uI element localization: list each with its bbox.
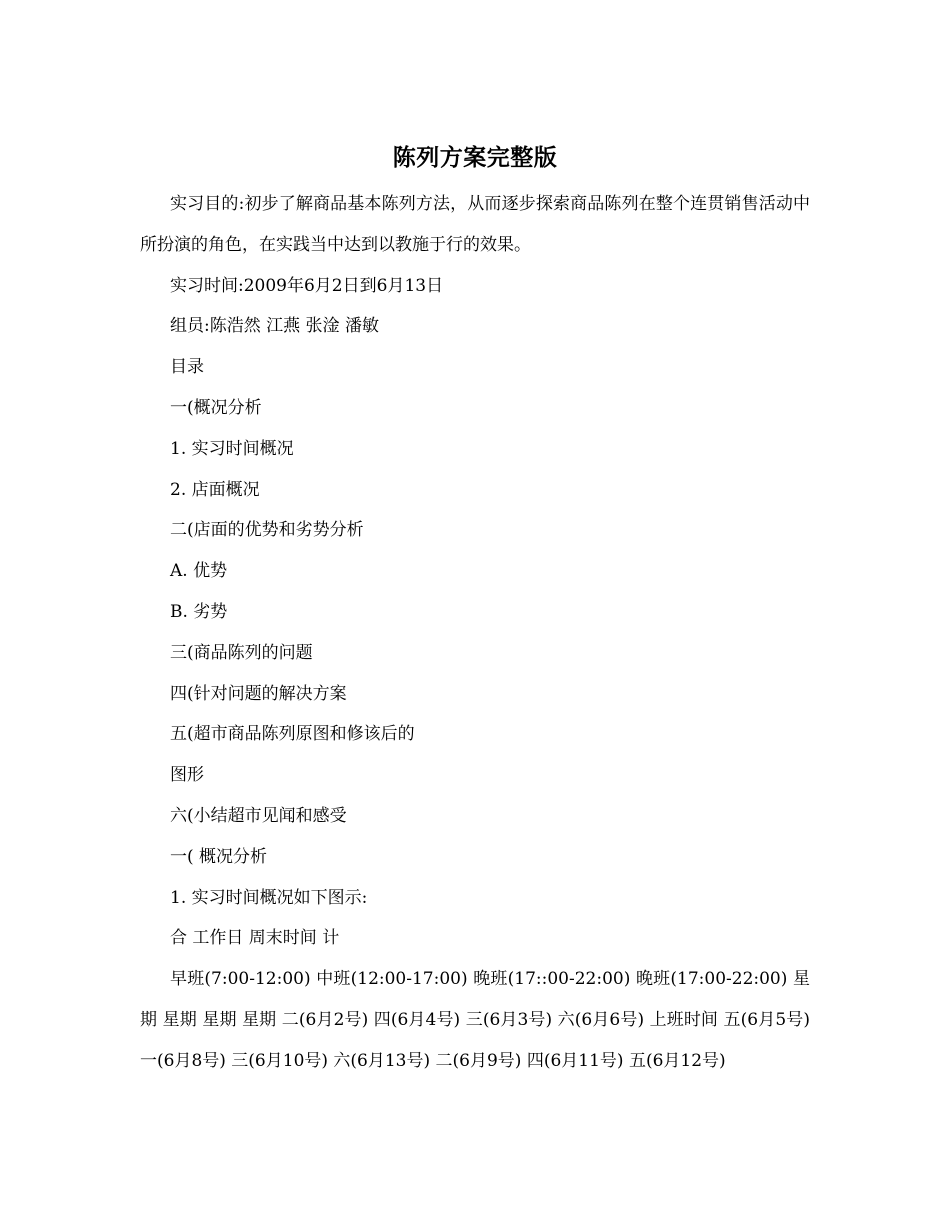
toc-item: 五(超市商品陈列原图和修该后的 (170, 724, 415, 745)
section-heading: 一( 概况分析 (170, 846, 268, 867)
paragraph-purpose: 实习目的:初步了解商品基本陈列方法，从而逐步探索商品陈列在整个连贯销售活动中所扮演的角色，在实践当中达到以教施于行的效果。 (140, 194, 810, 255)
paragraph-period: 实习时间:2009年6月2日到6月13日 (170, 275, 444, 296)
toc-item: 一(概况分析 (170, 397, 262, 418)
subsection-heading: 1. 实习时间概况如下图示: (170, 887, 368, 908)
toc-item: 2. 店面概况 (170, 479, 260, 500)
toc-item: 图形 (170, 765, 204, 786)
toc-item: B. 劣势 (170, 601, 228, 622)
toc-item: 四(针对问题的解决方案 (170, 683, 347, 704)
schedule-header-text: 合 工作日 周末时间 计 (170, 928, 340, 949)
document-title: 陈列方案完整版 (392, 144, 558, 171)
schedule-text: 早班(7:00-12:00) 中班(12:00-17:00) 晚班(17::00-22:00) 晚班(17:00-22:00) 星期 星期 星期 星期 二(6月2号) 四(6月4号) 三(6月3号) 六(6月6号) 上班时间 五(6月5号) 一(6月8号) 三(6月10号) 六(6月13号) 二(6月9号) 四(6月11号) 五(6月12号) (140, 969, 810, 1071)
toc-item: 六(小结超市见闻和感受 (170, 805, 347, 826)
paragraph-members: 组员:陈浩然 江燕 张淦 潘敏 (170, 316, 379, 337)
toc-item: 三(商品陈列的问题 (170, 642, 313, 663)
toc-item: 二(店面的优势和劣势分析 (170, 520, 364, 541)
document-body (140, 184, 810, 1082)
toc-item: 1. 实习时间概况 (170, 438, 294, 459)
toc-item: A. 优势 (170, 561, 228, 582)
toc-heading: 目录 (170, 357, 204, 378)
